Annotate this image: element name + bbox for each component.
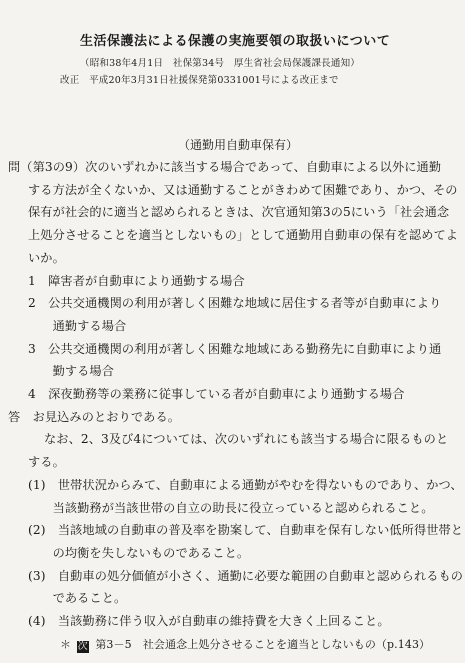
condition-line: の均衡を失しないものであること。 (28, 545, 250, 560)
question-line: する方法が全くないか、又は通勤することがきわめて困難であり、かつ、その (28, 182, 458, 197)
list-item: 3 公共交通機関の利用が著しく困難な地域にある勤務先に自動車により通 (28, 341, 442, 356)
list-item: 1 障害者が自動車により通勤する場合 (28, 273, 245, 288)
section-heading: （通勤用自動車保有） (178, 138, 299, 152)
condition-line: (1) 世帯状況からみて、自動車による通勤がやむを得ないものであり、かつ、 (28, 477, 463, 492)
footnote-text: 第3－5 社会通念上処分させることを適当としないもの（p.143） (95, 638, 431, 651)
list-item: 通勤する場合 (28, 318, 127, 333)
answer-body-line: なお、2、3及び4については、次のいずれにも該当する場合に限るものと (44, 432, 449, 447)
question-line: 問（第3の9）次のいずれかに該当する場合であって、自動車による以外に通勤 (8, 160, 442, 174)
question-line: いか。 (28, 250, 65, 265)
list-item: 2 公共交通機関の利用が著しく困難な地域に居住する者等が自動車により (28, 296, 442, 311)
question-line: 上処分させることを適当としないもの」として通勤用自動車の保有を認めてよ (28, 228, 459, 243)
footnote-prefix: ＊ (60, 638, 72, 651)
document-title: 生活保護法による保護の実施要領の取扱いについて (80, 34, 391, 49)
answer-body-line: する。 (28, 455, 65, 470)
condition-line: (3) 自動車の処分価値が小さく、通勤に必要な範囲の自動車と認められるもの (28, 568, 464, 583)
footnote-mark: 次 (77, 641, 88, 652)
answer-line: 答 お見込みのとおりである。 (8, 409, 181, 424)
question-line: 保有が社会的に適当と認められるときは、次官通知第3の5にいう「社会通念 (28, 205, 450, 220)
footnote (60, 636, 430, 653)
condition-line: (4) 当該勤務に伴う収入が自動車の維持費を大きく上回ること。 (28, 614, 390, 628)
condition-line: 当該勤務が当該世帯の自立の助長に役立っていると認められること。 (28, 500, 434, 515)
revision-info: 改正 平成20年3月31日社援保発第0331001号による改正まで (60, 75, 339, 86)
list-item: 4 深夜勤務等の業務に従事している者が自動車により通勤する場合 (28, 387, 405, 401)
list-item: 勤する場合 (28, 364, 115, 379)
notice-info: （昭和38年4月1日 社保第34号 厚生省社会局保護課長通知） (80, 58, 360, 69)
condition-line: (2) 当該地域の自動車の普及率を勘案して、自動車を保有しない低所得世帯と (28, 523, 464, 538)
condition-line: であること。 (28, 591, 127, 606)
